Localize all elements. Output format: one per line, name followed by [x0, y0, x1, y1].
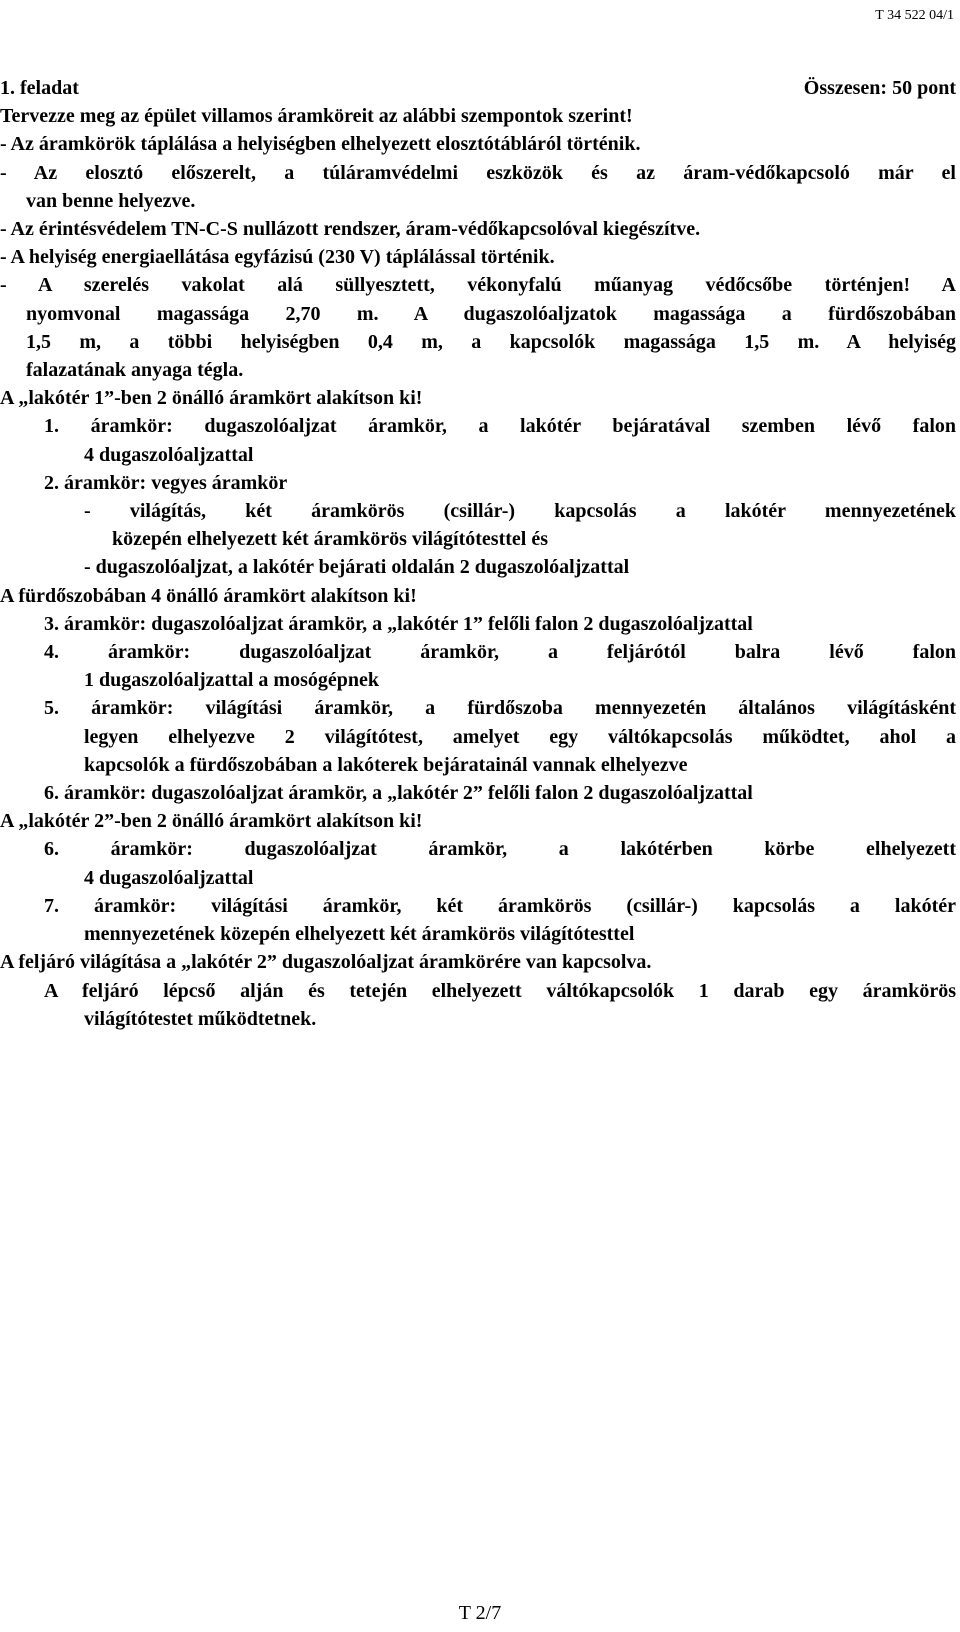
bullet-line: - A szerelés vakolat alá süllyesztett, vékonyfalú műanyag védőcsőbe történjen! A: [0, 274, 956, 297]
circuit-line: 4 dugaszolóaljzattal: [84, 866, 254, 889]
circuit-line: 1 dugaszolóaljzattal a mosógépnek: [84, 669, 379, 692]
section-heading: A fürdőszobában 4 önálló áramkört alakítson ki!: [0, 584, 417, 607]
circuit-line: legyen elhelyezve 2 világítótest, amelyet egy váltókapcsolás működtet, ahol a: [84, 725, 956, 748]
circuit-line: világítótestet működtetnek.: [84, 1007, 317, 1030]
circuit-line: - világítás, két áramkörös (csillár-) kapcsolás a lakótér mennyezetének: [84, 500, 956, 523]
circuit-line: 2. áramkör: vegyes áramkör: [44, 471, 288, 494]
bullet-line: van benne helyezve.: [26, 189, 196, 212]
circuit-line: 6. áramkör: dugaszolóaljzat áramkör, a lakótérben körbe elhelyezett: [44, 838, 956, 861]
circuit-line: A feljáró lépcső alján és tetején elhelyezett váltókapcsolók 1 darab egy áramkörös: [44, 979, 956, 1002]
bullet-line: - Az áramkörök táplálása a helyiségben elhelyezett elosztótábláról történik.: [0, 133, 641, 156]
bullet-line: - Az elosztó előszerelt, a túláramvédelmi eszközök és az áram-védőkapcsoló már el: [0, 161, 956, 184]
bullet-line: 1,5 m, a többi helyiségben 0,4 m, a kapcsolók magassága 1,5 m. A helyiség: [26, 330, 956, 353]
section-heading: A „lakótér 2”-ben 2 önálló áramkört alakítson ki!: [0, 810, 423, 833]
task-intro: Tervezze meg az épület villamos áramköreit az alábbi szempontok szerint!: [0, 105, 633, 128]
task-content: [0, 74, 956, 1033]
bullet-line: - Az érintésvédelem TN-C-S nullázott rendszer, áram-védőkapcsolóval kiegészítve.: [0, 218, 701, 241]
circuit-line: 1. áramkör: dugaszolóaljzat áramkör, a lakótér bejáratával szemben lévő falon: [44, 415, 956, 438]
section-heading: A feljáró világítása a „lakótér 2” dugaszolóaljzat áramkörére van kapcsolva.: [0, 951, 652, 974]
circuit-line: 3. áramkör: dugaszolóaljzat áramkör, a „lakótér 1” felőli falon 2 dugaszolóaljzattal: [44, 612, 753, 635]
circuit-line: 7. áramkör: világítási áramkör, két áramkörös (csillár-) kapcsolás a lakótér: [44, 894, 956, 917]
section-heading: A „lakótér 1”-ben 2 önálló áramkört alakítson ki!: [0, 387, 423, 410]
circuit-line: közepén elhelyezett két áramkörös világítótesttel és: [112, 528, 548, 551]
circuit-line: 4. áramkör: dugaszolóaljzat áramkör, a feljárótól balra lévő falon: [44, 641, 956, 664]
task-title-row: [0, 74, 956, 102]
bullet-line: nyomvonal magassága 2,70 m. A dugaszolóaljzatok magassága a fürdőszobában: [26, 302, 956, 325]
circuit-line: - dugaszolóaljzat, a lakótér bejárati oldalán 2 dugaszolóaljzattal: [84, 556, 630, 579]
circuit-line: 5. áramkör: világítási áramkör, a fürdőszoba mennyezetén általános világításként: [44, 697, 956, 720]
bullet-line: falazatának anyaga tégla.: [26, 359, 244, 382]
circuit-line: kapcsolók a fürdőszobában a lakóterek bejáratainál vannak elhelyezve: [84, 753, 688, 776]
circuit-line: mennyezetének közepén elhelyezett két áramkörös világítótesttel: [84, 923, 635, 946]
circuit-line: 4 dugaszolóaljzattal: [84, 443, 254, 466]
circuit-line: 6. áramkör: dugaszolóaljzat áramkör, a „lakótér 2” felőli falon 2 dugaszolóaljzattal: [44, 782, 753, 805]
task-points: Összesen: 50 pont: [803, 77, 956, 99]
task-title: 1. feladat: [0, 77, 79, 99]
header-code: T 34 522 04/1: [875, 8, 954, 23]
page-number: T 2/7: [458, 1602, 502, 1624]
bullet-line: - A helyiség energiaellátása egyfázisú (230 V) táplálással történik.: [0, 246, 555, 269]
